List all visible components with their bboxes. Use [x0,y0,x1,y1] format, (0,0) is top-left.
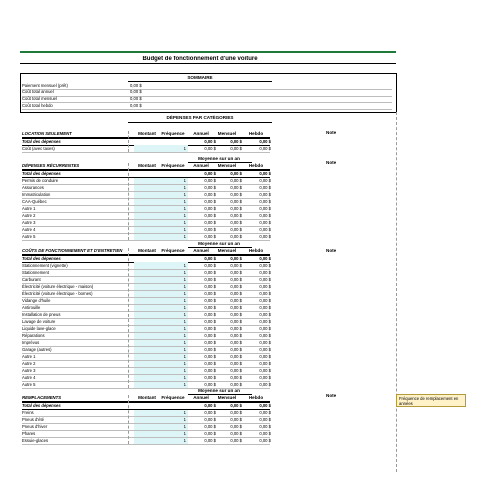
mensuel-cell: 0,00 $ [230,332,242,338]
annuel-cell: 0,00 $ [204,213,216,218]
annuel-cell: 0,00 $ [204,417,216,422]
hebdo-cell: 0,00 $ [259,227,271,232]
annuel-cell: 0,00 $ [204,410,216,415]
hebdo-cell: 0,00 $ [259,213,271,218]
title-underline [20,63,396,64]
montant-cell[interactable] [134,431,160,437]
annuel-cell: 0,00 $ [204,227,216,232]
montant-header: Montant [138,247,156,253]
hebdo-cell: 0,00 $ [259,206,271,211]
hebdo-cell: 0,00 $ [259,417,271,422]
mensuel-cell: 0,00 $ [230,227,242,232]
frequence-cell[interactable]: 1 [183,431,186,436]
mensuel-cell: 0,00 $ [230,283,242,289]
item-label: Assurances [22,185,44,190]
moyenne-header: Moyenne sur un an [198,240,240,246]
frequence-cell[interactable]: 1 [183,374,186,380]
hebdo-cell: 0,00 $ [259,325,271,331]
note-header: Note [326,160,337,165]
categories-title: DÉPENSES PAR CATÉGORIES [166,115,234,120]
item-label: Électricité (voiture électrique - bornes) [22,290,93,296]
item-label: Vidange d'huile [22,297,51,303]
frequence-cell[interactable]: 1 [183,269,186,275]
item-label: Installation de pneus [22,311,61,317]
column-divider [128,163,129,240]
mensuel-cell: 0,00 $ [230,381,242,387]
frequence-cell[interactable]: 1 [183,206,186,211]
note-header: Note [326,248,337,253]
total-annuel: 0,00 $ [204,171,216,176]
annuel-cell: 0,00 $ [204,297,216,303]
mensuel-cell: 0,00 $ [230,199,242,204]
frequence-cell[interactable]: 1 [183,199,186,204]
frequence-cell[interactable]: 1 [183,145,186,151]
frequence-cell[interactable]: 1 [183,220,186,225]
hebdo-cell: 0,00 $ [259,185,271,190]
hebdo-header: Hebdo [248,247,264,253]
column-header-bar [20,51,396,53]
frequence-cell[interactable]: 1 [183,227,186,232]
item-label: Autre 5 [22,381,36,387]
annuel-cell: 0,00 $ [204,290,216,296]
total-label: Total des dépenses [22,138,61,144]
annuel-header: Annuel [193,130,209,136]
mensuel-cell: 0,00 $ [230,206,242,211]
note-header: Note [326,393,337,398]
frequence-header: Fréquence [161,163,185,168]
montant-cell[interactable] [134,178,160,184]
frequence-header: Fréquence [161,247,185,253]
item-label: Stationnement (vignette) [22,262,68,268]
item-label: Autre 5 [22,234,36,239]
hebdo-header: Hebdo [248,163,264,168]
total-annuel: 0,00 $ [204,403,216,408]
annuel-cell: 0,00 $ [204,304,216,310]
mensuel-cell: 0,00 $ [230,424,242,429]
frequence-cell[interactable]: 1 [183,318,186,324]
hebdo-cell: 0,00 $ [259,410,271,415]
hebdo-cell: 0,00 $ [259,431,271,436]
item-label: Coût (avec taxes) [22,145,55,151]
item-label: Autre 1 [22,206,36,211]
annuel-cell: 0,00 $ [204,339,216,345]
hebdo-cell: 0,00 $ [259,290,271,296]
frequence-header: Fréquence [161,130,185,136]
hebdo-cell: 0,00 $ [259,346,271,352]
summary-box-top [20,73,396,74]
montant-cell[interactable] [134,340,160,346]
annuel-cell: 0,00 $ [204,325,216,331]
frequence-cell[interactable]: 1 [183,424,186,429]
item-label: Autre 4 [22,227,36,232]
frequence-cell[interactable]: 1 [183,332,186,338]
categories-title-underline [128,122,272,123]
section-title-location: LOCATION SEULEMENT [22,130,72,136]
montant-header: Montant [138,395,156,400]
row-gridline [22,444,270,445]
hebdo-cell: 0,00 $ [259,178,271,183]
annuel-cell: 0,00 $ [204,367,216,373]
total-hebdo: 0,00 $ [259,255,271,261]
hebdo-cell: 0,00 $ [259,220,271,225]
montant-cell[interactable] [134,312,160,318]
annuel-cell: 0,00 $ [204,276,216,282]
montant-cell[interactable] [134,220,160,226]
summary-value[interactable]: 0,00 $ [130,102,142,108]
total-label: Total des dépenses [22,171,61,176]
frequence-cell[interactable]: 1 [183,276,186,282]
row-gridline [22,152,270,153]
item-label: Réparations [22,332,45,338]
mensuel-cell: 0,00 $ [230,318,242,324]
montant-cell[interactable] [134,213,160,219]
frequence-cell[interactable]: 1 [183,325,186,331]
hebdo-cell: 0,00 $ [259,192,271,197]
annuel-cell: 0,00 $ [204,438,216,443]
annuel-cell: 0,00 $ [204,145,216,151]
item-label: Imprévus [22,339,40,345]
montant-cell[interactable] [134,361,160,367]
hebdo-cell: 0,00 $ [259,318,271,324]
annuel-cell: 0,00 $ [204,206,216,211]
mensuel-cell: 0,00 $ [230,360,242,366]
hebdo-cell: 0,00 $ [259,381,271,387]
montant-cell[interactable] [134,305,160,311]
hebdo-cell: 0,00 $ [259,332,271,338]
annuel-cell: 0,00 $ [204,234,216,239]
column-divider [128,131,129,152]
montant-cell[interactable] [134,424,160,430]
annuel-cell: 0,00 $ [204,178,216,183]
montant-cell[interactable] [134,284,160,290]
item-label: Freins [22,410,34,415]
annuel-cell: 0,00 $ [204,424,216,429]
montant-cell[interactable] [134,227,160,233]
item-label: Lavage de voiture [22,318,56,324]
note-header: Note [326,130,337,135]
hebdo-cell: 0,00 $ [259,374,271,380]
frequence-cell[interactable]: 1 [183,367,186,373]
hebdo-cell: 0,00 $ [259,269,271,275]
total-hebdo: 0,00 $ [259,138,271,144]
montant-cell[interactable] [134,375,160,381]
summary-value[interactable]: 0,00 $ [130,89,142,95]
mensuel-cell: 0,00 $ [230,304,242,310]
item-label: Carburant [22,276,41,282]
frequence-cell[interactable]: 1 [183,297,186,303]
annuel-cell: 0,00 $ [204,346,216,352]
item-label: Antirouille [22,304,41,310]
montant-header: Montant [138,130,156,136]
total-hebdo: 0,00 $ [259,403,271,408]
frequence-cell[interactable]: 1 [183,234,186,239]
hebdo-cell: 0,00 $ [259,262,271,268]
item-label: CAA-Québec [22,199,47,204]
section-title-fonctionnement: COÛTS DE FONCTIONNEMENT ET D'ENTRETIEN [22,247,123,253]
item-label: Autre 1 [22,353,36,359]
mensuel-cell: 0,00 $ [230,346,242,352]
total-annuel: 0,00 $ [204,138,216,144]
annuel-cell: 0,00 $ [204,332,216,338]
annuel-cell: 0,00 $ [204,431,216,436]
mensuel-cell: 0,00 $ [230,311,242,317]
item-label: Autre 4 [22,374,36,380]
hebdo-cell: 0,00 $ [259,367,271,373]
summary-gridline [22,109,392,110]
montant-cell[interactable] [134,185,160,191]
frequence-cell[interactable]: 1 [183,381,186,387]
hebdo-cell: 0,00 $ [259,424,271,429]
mensuel-cell: 0,00 $ [230,339,242,345]
total-mensuel: 0,00 $ [230,255,242,261]
summary-value[interactable]: 0,00 $ [130,82,142,88]
montant-cell[interactable] [134,291,160,297]
item-label: Autre 3 [22,367,36,373]
frequence-cell[interactable]: 1 [183,192,186,197]
montant-cell[interactable] [134,326,160,332]
montant-cell[interactable] [134,438,160,444]
mensuel-header: Mensuel [217,130,237,136]
annuel-header: Annuel [193,395,209,400]
montant-header: Montant [138,163,156,168]
hebdo-cell: 0,00 $ [259,276,271,282]
mensuel-cell: 0,00 $ [230,276,242,282]
frequence-cell[interactable]: 1 [183,353,186,359]
hebdo-cell: 0,00 $ [259,297,271,303]
summary-title: SOMMAIRE [187,75,213,80]
annuel-cell: 0,00 $ [204,360,216,366]
total-mensuel: 0,00 $ [230,171,242,176]
moyenne-header: Moyenne sur un an [198,156,240,161]
hebdo-cell: 0,00 $ [259,234,271,239]
mensuel-cell: 0,00 $ [230,213,242,218]
annuel-cell: 0,00 $ [204,262,216,268]
item-label: Phares [22,431,36,436]
frequence-cell[interactable]: 1 [183,178,186,183]
montant-cell[interactable] [134,382,160,388]
frequence-cell[interactable]: 1 [183,283,186,289]
mensuel-cell: 0,00 $ [230,367,242,373]
frequence-cell[interactable]: 1 [183,438,186,443]
montant-cell[interactable] [134,263,160,269]
item-label: Autre 2 [22,360,36,366]
mensuel-cell: 0,00 $ [230,234,242,239]
frequence-cell[interactable]: 1 [183,339,186,345]
mensuel-header: Mensuel [217,395,237,400]
comment-note: Fréquence de remplacement en années [396,394,466,407]
total-mensuel: 0,00 $ [230,403,242,408]
item-label: Liquide lave-glace [22,325,56,331]
montant-cell[interactable] [134,146,160,152]
item-label: Garage (autres) [22,346,52,352]
total-label: Total des dépenses [22,255,61,261]
mensuel-cell: 0,00 $ [230,290,242,296]
montant-cell[interactable] [134,333,160,339]
summary-box-right [396,73,397,112]
total-hebdo: 0,00 $ [259,171,271,176]
annuel-cell: 0,00 $ [204,192,216,197]
hebdo-cell: 0,00 $ [259,145,271,151]
right-divider [396,112,397,472]
total-label: Total des dépenses [22,403,61,408]
frequence-cell[interactable]: 1 [183,360,186,366]
summary-label: Coût total annuel [22,89,54,95]
item-label: Stationnement [22,269,50,275]
frequence-header: Fréquence [161,395,185,400]
montant-cell[interactable] [134,234,160,240]
mensuel-cell: 0,00 $ [230,438,242,443]
item-label: Autre 3 [22,220,36,225]
item-label: Essuie-glaces [22,438,49,443]
montant-cell[interactable] [134,277,160,283]
montant-cell[interactable] [134,347,160,353]
mensuel-cell: 0,00 $ [230,353,242,359]
mensuel-cell: 0,00 $ [230,417,242,422]
item-label: Électricité (voiture électrique - maison) [22,283,94,289]
hebdo-cell: 0,00 $ [259,438,271,443]
frequence-cell[interactable]: 1 [183,304,186,310]
montant-cell[interactable] [134,354,160,360]
montant-cell[interactable] [134,410,160,416]
hebdo-cell: 0,00 $ [259,199,271,204]
annuel-cell: 0,00 $ [204,353,216,359]
montant-cell[interactable] [134,199,160,205]
hebdo-cell: 0,00 $ [259,360,271,366]
mensuel-cell: 0,00 $ [230,431,242,436]
item-label: Permis de conduire [22,178,59,183]
item-label: Autre 2 [22,213,36,218]
annuel-header: Annuel [193,247,209,253]
column-divider [128,248,129,388]
annuel-cell: 0,00 $ [204,283,216,289]
mensuel-cell: 0,00 $ [230,192,242,197]
mensuel-cell: 0,00 $ [230,297,242,303]
summary-value[interactable]: 0,00 $ [130,96,142,102]
summary-label: Coût total mensuel [22,96,57,102]
frequence-cell[interactable]: 1 [183,290,186,296]
montant-cell[interactable] [134,192,160,198]
annuel-cell: 0,00 $ [204,269,216,275]
mensuel-cell: 0,00 $ [230,410,242,415]
frequence-cell[interactable]: 1 [183,346,186,352]
mensuel-header: Mensuel [217,247,237,253]
frequence-cell[interactable]: 1 [183,311,186,317]
item-label: Pneus d'été [22,417,44,422]
mensuel-cell: 0,00 $ [230,325,242,331]
annuel-cell: 0,00 $ [204,199,216,204]
hebdo-header: Hebdo [248,130,264,136]
montant-cell[interactable] [134,368,160,374]
annuel-cell: 0,00 $ [204,311,216,317]
hebdo-cell: 0,00 $ [259,304,271,310]
montant-cell[interactable] [134,417,160,423]
annuel-cell: 0,00 $ [204,381,216,387]
annuel-cell: 0,00 $ [204,220,216,225]
montant-cell[interactable] [134,319,160,325]
mensuel-header: Mensuel [217,163,237,168]
hebdo-cell: 0,00 $ [259,353,271,359]
montant-cell[interactable] [134,298,160,304]
summary-label: Coût total hebdo [22,102,53,108]
frequence-cell[interactable]: 1 [183,410,186,415]
section-title-recurrentes: DÉPENSES RÉCURRENTES [22,163,80,168]
mensuel-cell: 0,00 $ [230,145,242,151]
summary-label: Paiement mensuel (prêt) [22,82,68,88]
frequence-cell[interactable]: 1 [183,262,186,268]
frequence-cell[interactable]: 1 [183,213,186,218]
hebdo-cell: 0,00 $ [259,311,271,317]
summary-box-bottom [20,112,396,113]
item-label: Immatriculation [22,192,51,197]
mensuel-cell: 0,00 $ [230,269,242,275]
mensuel-cell: 0,00 $ [230,220,242,225]
hebdo-header: Hebdo [248,395,264,400]
total-mensuel: 0,00 $ [230,138,242,144]
annuel-cell: 0,00 $ [204,318,216,324]
hebdo-cell: 0,00 $ [259,339,271,345]
summary-box-left [20,73,21,112]
item-label: Pneus d'hiver [22,424,48,429]
moyenne-header: Moyenne sur un an [198,388,240,393]
frequence-cell[interactable]: 1 [183,185,186,190]
section-title-remplacements: REMPLACEMENTS [22,395,62,400]
hebdo-cell: 0,00 $ [259,283,271,289]
mensuel-cell: 0,00 $ [230,374,242,380]
mensuel-cell: 0,00 $ [230,262,242,268]
montant-cell[interactable] [134,270,160,276]
annuel-cell: 0,00 $ [204,374,216,380]
frequence-cell[interactable]: 1 [183,417,186,422]
mensuel-cell: 0,00 $ [230,185,242,190]
annuel-cell: 0,00 $ [204,185,216,190]
mensuel-cell: 0,00 $ [230,178,242,183]
montant-cell[interactable] [134,206,160,212]
total-annuel: 0,00 $ [204,255,216,261]
page-title: Budget de fonctionnement d'une voiture [142,56,258,62]
column-divider [128,395,129,444]
annuel-header: Annuel [193,163,209,168]
